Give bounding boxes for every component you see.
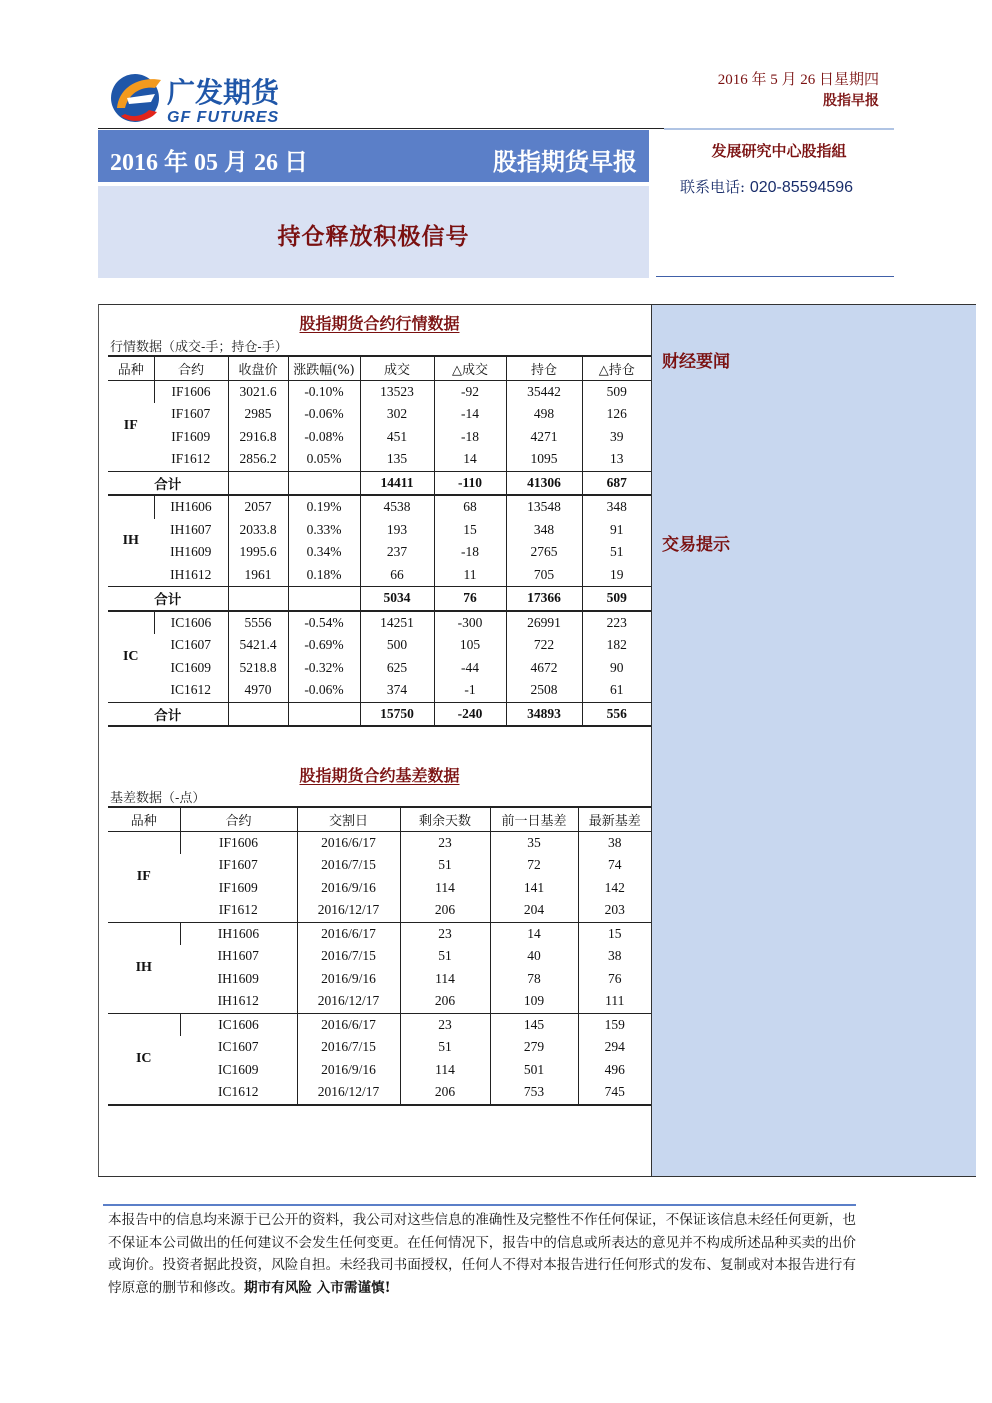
table-cell: IH1607: [217, 948, 259, 964]
table-cell: 40: [490, 945, 578, 968]
table-row: [108, 1036, 651, 1059]
header-date: 2016 年 5 月 26 日星期四: [717, 72, 879, 88]
table-cell: 302: [360, 403, 434, 426]
column-header: 品种: [108, 356, 154, 380]
market-table-unit: 行情数据（成交-手；持仓-手）: [110, 340, 288, 355]
table-cell: 2016/6/17: [297, 922, 400, 945]
table-cell: IF1607: [171, 406, 211, 422]
table-cell: 0.34%: [288, 541, 360, 564]
body-bottom-rule: [98, 1176, 976, 1177]
column-header: 成交: [360, 356, 434, 380]
column-header: 涨跌幅(%): [288, 356, 360, 380]
table-row: [108, 899, 651, 922]
table-cell: 23: [400, 1013, 490, 1036]
table-row: [108, 854, 651, 877]
table-cell: 91: [582, 519, 651, 542]
table-cell: 159: [578, 1013, 651, 1036]
table-row: [108, 448, 651, 471]
table-cell: -18: [434, 426, 506, 449]
table-cell: 1961: [228, 564, 288, 587]
table-cell: 2856.2: [228, 448, 288, 471]
table-cell: 509: [582, 380, 651, 403]
table-row: [108, 990, 651, 1013]
contact-label: 联系电话:: [680, 178, 746, 196]
table-cell: IF1606: [154, 380, 228, 403]
table-cell: 498: [506, 403, 582, 426]
table-cell: 4538: [360, 495, 434, 519]
table-cell: 11: [434, 564, 506, 587]
table-cell: 15: [434, 519, 506, 542]
table-row: [108, 426, 651, 449]
table-cell: 68: [434, 495, 506, 519]
table-cell: [228, 587, 288, 611]
table-cell: 5034: [360, 587, 434, 611]
table-cell: IC1612: [180, 1081, 297, 1105]
disclaimer-divider: [103, 1204, 856, 1206]
product-group-cell: IF: [123, 417, 138, 433]
product-group-cell: IC: [108, 611, 154, 703]
table-cell: IH1612: [170, 566, 212, 582]
table-cell: 193: [360, 519, 434, 542]
table-row: [108, 831, 651, 854]
table-cell: IF1607: [218, 857, 258, 873]
table-cell: 76: [578, 968, 651, 991]
table-row: [108, 1013, 651, 1036]
department-name: 发展研究中心股指組: [711, 142, 847, 160]
table-cell: 705: [506, 564, 582, 587]
table-cell: 2016/6/17: [297, 831, 400, 854]
table-cell: 4672: [506, 657, 582, 680]
table-cell: 26991: [506, 611, 582, 635]
table-total-row: [108, 702, 651, 726]
column-header: 合约: [154, 356, 228, 380]
table-row: [108, 541, 651, 564]
table-cell: -1: [434, 679, 506, 702]
company-logo: [105, 68, 365, 128]
basis-table-unit: 基差数据（-点）: [110, 791, 206, 806]
column-header: 交割日: [297, 807, 400, 831]
table-cell: -14: [434, 403, 506, 426]
table-cell: 5421.4: [228, 634, 288, 657]
table-cell: 4970: [228, 679, 288, 702]
table-cell: 0.19%: [288, 495, 360, 519]
table-cell: -0.69%: [288, 634, 360, 657]
table-cell: 13: [582, 448, 651, 471]
table-cell: 72: [490, 854, 578, 877]
table-cell: 111: [578, 990, 651, 1013]
table-cell: 509: [582, 587, 651, 611]
table-cell: [288, 587, 360, 611]
column-header: 收盘价: [228, 356, 288, 380]
report-date-title: 2016 年 05 月 26 日: [110, 150, 308, 176]
logo-en-text: GF FUTURES: [167, 109, 280, 126]
table-cell: IH1609: [217, 970, 259, 986]
sidebar-tips-heading: 交易提示: [662, 535, 730, 555]
table-cell: -240: [434, 702, 506, 726]
market-data-table: [108, 355, 651, 727]
column-header: △持仓: [582, 356, 651, 380]
table-cell: IH1606: [180, 922, 297, 945]
table-cell: 14411: [360, 471, 434, 495]
table-cell: IC1607: [170, 637, 211, 653]
product-group-cell: IF: [136, 868, 151, 884]
product-group-cell: IH: [108, 495, 154, 587]
column-header: 品种: [108, 807, 180, 831]
table-row: [108, 564, 651, 587]
table-cell: -110: [434, 471, 506, 495]
table-cell: 206: [400, 899, 490, 922]
table-cell: 126: [582, 403, 651, 426]
table-cell: IC1609: [170, 659, 211, 675]
table-cell: 2016/9/16: [297, 1059, 400, 1082]
table-cell: 5556: [228, 611, 288, 635]
table-cell: IH1609: [170, 544, 212, 560]
table-cell: 35: [490, 831, 578, 854]
table-cell: -92: [434, 380, 506, 403]
table-total-row: [108, 471, 651, 495]
table-cell: IC1609: [218, 1061, 259, 1077]
total-label-cell: 合计: [108, 471, 228, 495]
table-cell: 223: [582, 611, 651, 635]
table-row: [108, 1081, 651, 1105]
product-group-cell: IC: [108, 1013, 180, 1105]
table-cell: 374: [360, 679, 434, 702]
sidebar-panel: [651, 305, 976, 1176]
table-row: [108, 679, 651, 702]
table-cell: IF1612: [218, 902, 258, 918]
table-cell: 105: [434, 634, 506, 657]
table-cell: 5218.8: [228, 657, 288, 680]
table-cell: 204: [490, 899, 578, 922]
table-cell: 2033.8: [228, 519, 288, 542]
table-cell: 2016/7/15: [297, 854, 400, 877]
logo-cn-text: 广发期货: [167, 76, 280, 109]
basis-table-header-row: [108, 807, 651, 831]
table-cell: 556: [582, 702, 651, 726]
table-cell: 2016/7/15: [297, 945, 400, 968]
header-report-type: 股指早报: [823, 93, 879, 109]
table-cell: IH1612: [217, 993, 259, 1009]
table-cell: 1995.6: [228, 541, 288, 564]
table-cell: IC1612: [170, 682, 211, 698]
table-cell: 496: [578, 1059, 651, 1082]
table-cell: 4271: [506, 426, 582, 449]
table-cell: 135: [360, 448, 434, 471]
table-row: [108, 611, 651, 635]
table-cell: 41306: [506, 471, 582, 495]
table-cell: IF1609: [218, 879, 258, 895]
table-cell: 51: [582, 541, 651, 564]
table-cell: [228, 702, 288, 726]
table-cell: IH1607: [170, 521, 212, 537]
table-cell: 687: [582, 471, 651, 495]
table-cell: 23: [400, 831, 490, 854]
table-cell: 0.18%: [288, 564, 360, 587]
table-row: [108, 657, 651, 680]
table-cell: 2016/7/15: [297, 1036, 400, 1059]
basis-data-table: [108, 806, 651, 1106]
table-cell: IC1606: [180, 1013, 297, 1036]
table-cell: 2057: [228, 495, 288, 519]
table-cell: -18: [434, 541, 506, 564]
column-header: △成交: [434, 356, 506, 380]
table-cell: -0.06%: [288, 403, 360, 426]
table-cell: -300: [434, 611, 506, 635]
column-header: 最新基差: [578, 807, 651, 831]
table-cell: 51: [400, 854, 490, 877]
total-label-cell: 合计: [108, 702, 228, 726]
disclaimer-text: 本报告中的信息均来源于已公开的资料，我公司对这些信息的准确性及完整性不作任何保证，不保证该信息未经任何更新，也不保证本公司做出的任何建议不会发生任何变更。在任何情况下，报告中的信息或所表达的意见并不构成所述品种买卖的出价或询价。投资者据此投资，风险自担。未经我司书面授权，任何人不得对本报告进行任何形式的发布、复制或对本报告进行有悖原意的删节和修改。: [108, 1212, 856, 1296]
table-cell: IF1609: [171, 428, 211, 444]
contact-info: [680, 176, 853, 197]
table-cell: 3021.6: [228, 380, 288, 403]
table-cell: 14251: [360, 611, 434, 635]
table-cell: 2016/9/16: [297, 968, 400, 991]
table-cell: 294: [578, 1036, 651, 1059]
table-cell: 279: [490, 1036, 578, 1059]
table-cell: -0.10%: [288, 380, 360, 403]
basis-table-title: 股指期货合约基差数据: [299, 766, 460, 785]
table-cell: 2016/12/17: [297, 990, 400, 1013]
table-cell: 0.33%: [288, 519, 360, 542]
table-cell: IC1607: [218, 1039, 259, 1055]
product-group-cell: IH: [108, 922, 180, 1013]
table-cell: -0.08%: [288, 426, 360, 449]
table-cell: 51: [400, 1036, 490, 1059]
table-cell: 2016/9/16: [297, 877, 400, 900]
table-cell: IF1606: [180, 831, 297, 854]
table-cell: 15: [578, 922, 651, 945]
table-cell: 0.05%: [288, 448, 360, 471]
table-cell: -0.32%: [288, 657, 360, 680]
table-cell: 141: [490, 877, 578, 900]
table-row: [108, 403, 651, 426]
contact-phone: 020-85594596: [749, 179, 854, 196]
table-cell: 14: [434, 448, 506, 471]
table-row: [108, 519, 651, 542]
table-row: [108, 877, 651, 900]
table-cell: 38: [578, 945, 651, 968]
body-left-rule: [98, 304, 99, 1177]
table-row: [108, 945, 651, 968]
table-cell: 237: [360, 541, 434, 564]
table-cell: 206: [400, 1081, 490, 1105]
table-row: [108, 968, 651, 991]
table-cell: 74: [578, 854, 651, 877]
table-cell: 206: [400, 990, 490, 1013]
header-divider-right: [664, 128, 894, 130]
table-cell: 90: [582, 657, 651, 680]
sidebar-news-heading: 财经要闻: [662, 352, 730, 372]
table-cell: 19: [582, 564, 651, 587]
column-header: 前一日基差: [490, 807, 578, 831]
table-cell: 66: [360, 564, 434, 587]
table-cell: 203: [578, 899, 651, 922]
disclaimer: [108, 1209, 856, 1299]
table-cell: 2016/12/17: [297, 899, 400, 922]
market-table-header-row: [108, 356, 651, 380]
table-cell: 500: [360, 634, 434, 657]
table-cell: 2508: [506, 679, 582, 702]
table-cell: 722: [506, 634, 582, 657]
table-cell: 35442: [506, 380, 582, 403]
table-cell: [228, 471, 288, 495]
table-cell: 78: [490, 968, 578, 991]
table-cell: -44: [434, 657, 506, 680]
table-cell: 13523: [360, 380, 434, 403]
table-cell: -0.06%: [288, 679, 360, 702]
table-cell: 17366: [506, 587, 582, 611]
table-cell: 13548: [506, 495, 582, 519]
table-cell: 15750: [360, 702, 434, 726]
table-cell: 76: [434, 587, 506, 611]
table-cell: 14: [490, 922, 578, 945]
table-cell: 745: [578, 1081, 651, 1105]
total-label-cell: 合计: [108, 587, 228, 611]
contact-divider: [656, 276, 894, 277]
table-cell: 39: [582, 426, 651, 449]
table-cell: 2916.8: [228, 426, 288, 449]
table-cell: 34893: [506, 702, 582, 726]
table-cell: 2765: [506, 541, 582, 564]
column-header: 持仓: [506, 356, 582, 380]
table-cell: 2985: [228, 403, 288, 426]
table-cell: 142: [578, 877, 651, 900]
table-cell: 501: [490, 1059, 578, 1082]
table-total-row: [108, 587, 651, 611]
table-row: [108, 495, 651, 519]
table-cell: 109: [490, 990, 578, 1013]
table-cell: 625: [360, 657, 434, 680]
table-cell: 51: [400, 945, 490, 968]
table-cell: 114: [400, 1059, 490, 1082]
header-divider: [98, 128, 664, 129]
table-cell: 145: [490, 1013, 578, 1036]
report-type-title: 股指期货早报: [493, 147, 637, 176]
market-table-title: 股指期货合约行情数据: [299, 314, 460, 333]
table-cell: IC1606: [154, 611, 228, 635]
table-cell: 348: [582, 495, 651, 519]
table-cell: IF1612: [171, 451, 211, 467]
gf-logo-icon: [105, 68, 365, 128]
table-cell: -0.54%: [288, 611, 360, 635]
table-cell: 182: [582, 634, 651, 657]
table-row: [108, 380, 651, 403]
column-header: 剩余天数: [400, 807, 490, 831]
table-cell: 753: [490, 1081, 578, 1105]
table-cell: 2016/12/17: [297, 1081, 400, 1105]
table-row: [108, 922, 651, 945]
risk-warning: 期市有风险 入市需谨慎!: [243, 1279, 391, 1296]
table-cell: IH1606: [154, 495, 228, 519]
table-cell: [288, 702, 360, 726]
table-cell: 61: [582, 679, 651, 702]
report-headline: 持仓释放积极信号: [277, 223, 470, 250]
table-row: [108, 634, 651, 657]
table-row: [108, 1059, 651, 1082]
table-cell: 23: [400, 922, 490, 945]
table-cell: 114: [400, 968, 490, 991]
table-cell: 114: [400, 877, 490, 900]
column-header: 合约: [180, 807, 297, 831]
table-cell: 2016/6/17: [297, 1013, 400, 1036]
table-cell: 38: [578, 831, 651, 854]
table-cell: 451: [360, 426, 434, 449]
table-cell: 348: [506, 519, 582, 542]
table-cell: 1095: [506, 448, 582, 471]
table-cell: [288, 471, 360, 495]
